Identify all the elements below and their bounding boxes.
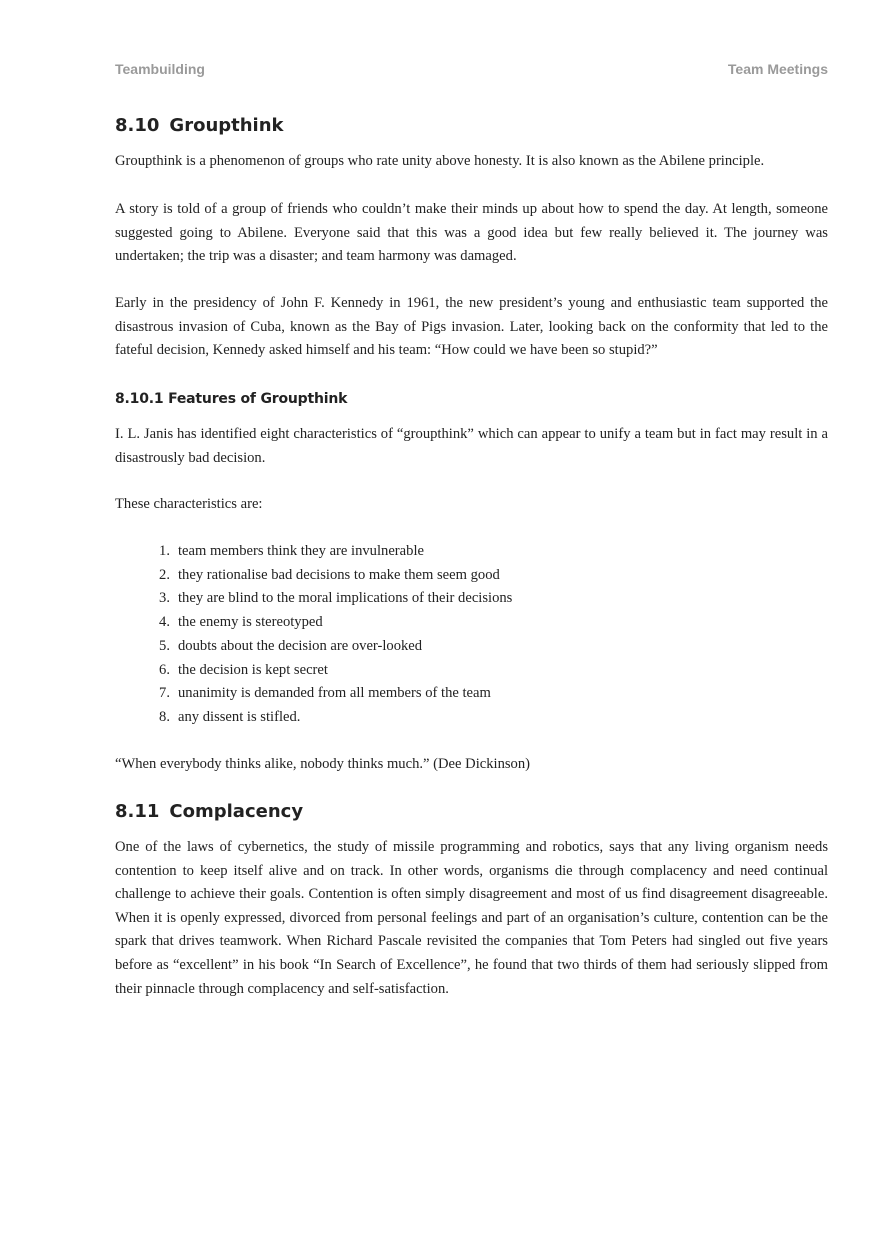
list-text: any dissent is stifled. (178, 708, 301, 725)
list-number: 5. (159, 637, 170, 654)
paragraph: These characteristics are: (115, 496, 263, 512)
list-text: doubts about the decision are over-looked (178, 637, 423, 654)
section-number: 8.10 (115, 115, 160, 136)
list-number: 1. (159, 543, 170, 559)
list-text: team members think they are invulnerable (178, 543, 424, 559)
list-item (115, 611, 828, 635)
characteristics-list (115, 540, 828, 730)
paragraph: A story is told of a group of friends who couldn’t make their minds up about how to spend the day. At length, someone suggested going to Abilene. Everyone said that this was a good idea but few really believed it. The journey was undertaken; the trip was a disaster; and team harmony was damaged. (115, 201, 828, 265)
list-number: 3. (159, 590, 170, 607)
list-item (115, 587, 828, 611)
section-title: Complacency (169, 801, 304, 822)
paragraph: Early in the presidency of John F. Kennedy in 1961, the new president’s young and enthusiastic team supported the disastrous invasion of Cuba, known as the Bay of Pigs invasion. Later, looking back on the conformity that led to the fateful decision, Kennedy asked himself and his team: “How could we have been so stupid?” (115, 295, 828, 359)
list-text: they are blind to the moral implications of their decisions (178, 590, 513, 607)
subsection-heading-8-10-1 (115, 389, 828, 409)
list-number: 4. (159, 614, 170, 631)
running-header-left: Teambuilding (115, 61, 205, 77)
list-item (115, 564, 828, 588)
section-title: Groupthink (169, 115, 284, 136)
quote: “When everybody thinks alike, nobody thinks much.” (Dee Dickinson) (115, 756, 531, 772)
list-item (115, 659, 828, 683)
running-header-right: Team Meetings (727, 61, 828, 77)
section-heading-8-11 (115, 800, 828, 824)
list-item (115, 706, 828, 730)
list-text: unanimity is demanded from all members of the team (178, 685, 491, 702)
list-item (115, 635, 828, 659)
list-number: 6. (159, 661, 170, 678)
list-text: the enemy is stereotyped (178, 614, 323, 631)
list-number: 7. (159, 685, 170, 702)
section-heading-8-10 (115, 114, 828, 138)
paragraph: Groupthink is a phenomenon of groups who rate unity above honesty. It is also known as the Abilene principle. (115, 153, 765, 169)
list-text: the decision is kept secret (178, 661, 328, 678)
paragraph: I. L. Janis has identified eight characteristics of “groupthink” which can appear to unify a team but in fact may result in a disastrously bad decision. (115, 426, 828, 466)
list-item (115, 540, 828, 564)
list-number: 8. (159, 708, 170, 725)
list-text: they rationalise bad decisions to make them seem good (178, 566, 500, 583)
paragraph: One of the laws of cybernetics, the study of missile programming and robotics, says that any living organism needs contention to keep itself alive and on track. In other words, organisms die through complacency and need continual challenge to achieve their goals. Contention is often simply disagreement and most of us find disagreement disagreeable. When it is openly expressed, divorced from personal feelings and part of an organisation’s culture, contention can be the spark that drives teamwork. When Richard Pascale revisited the companies that Tom Peters had singled out five years before as “excellent” in his book “In Search of Excellence”, he found that two thirds of them had seriously slipped from their pinnacle through complacency and self-satisfaction. (115, 839, 828, 997)
list-number: 2. (159, 566, 170, 583)
list-item (115, 682, 828, 706)
subsection-title: Features of Groupthink (168, 391, 348, 407)
section-number: 8.11 (115, 801, 160, 822)
subsection-number: 8.10.1 (115, 391, 164, 407)
